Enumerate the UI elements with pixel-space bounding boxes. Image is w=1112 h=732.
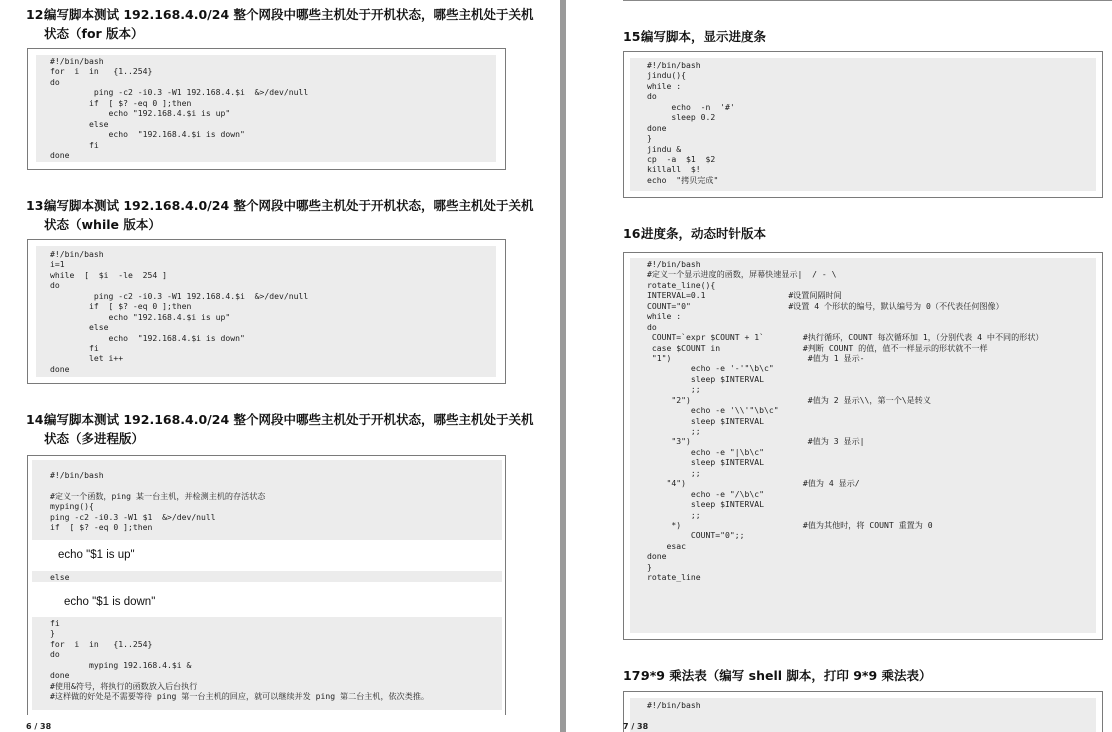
code-block-16 [623,252,1103,640]
code-line: ping -c2 -i0.3 -W1 $1 &>/dev/null [50,511,216,522]
code-line: *) #值为其他时，将 COUNT 重置为 0 [647,519,933,530]
code-line: else [50,118,109,129]
code-line: done [647,122,667,133]
code-line: killall $! [647,164,701,175]
code-line: #使用&符号，将执行的函数放入后台执行 [50,680,198,691]
code-line: echo "192.168.4.$i is up" [50,108,231,119]
code-line: rotate_line [647,572,701,583]
code-line: "2") #值为 2 显示\\，第一个\是转义 [647,394,931,405]
code-line: while [ $i -le 254 ] [50,269,167,280]
code-line: sleep $INTERVAL [647,457,764,468]
code-line: while : [647,80,682,91]
code-line: do [647,321,657,332]
code-line: ping -c2 -i0.3 -W1 192.168.4.$i &>/dev/null [50,87,309,98]
code-line: sleep $INTERVAL [647,415,764,426]
code-line: #!/bin/bash [647,60,701,70]
section-16-heading [623,224,766,243]
code-line: #!/bin/bash [50,249,104,259]
code-line: else [50,322,109,333]
code-text [647,60,735,185]
section-15-heading [623,27,766,46]
section-14-heading [26,410,546,448]
code-line: #!/bin/bash [50,470,104,480]
code-line: sleep $INTERVAL [647,499,764,510]
section-number: 14. [26,412,49,427]
code-line: done [647,551,667,562]
code-line: myping 192.168.4.$i & [50,659,192,670]
code-line: #定义一个显示进度的函数，屏幕快速显示| / - \ [647,269,837,280]
heading-line: 编写脚本测试 192.168.4.0/24 整个网段中哪些主机处于开机状态，哪些主机处于关机 [44,7,534,22]
code-line: fi [50,618,60,628]
code-line: jindu & [647,143,682,154]
code-line: echo "拷贝完成" [647,174,719,185]
code-text [50,56,308,160]
code-line: INTERVAL=0.1 #设置间隔时间 [647,290,842,301]
section-number: 16. [623,226,646,241]
code-line: do [50,649,60,660]
section-17-heading [623,666,932,685]
heading-line: 状态（多进程版） [44,431,145,446]
code-text [50,470,265,533]
code-line: #!/bin/bash [50,56,104,66]
code-line: do [647,91,657,102]
code-text [647,259,1044,583]
code-line: esac [647,540,686,551]
code-line: cp -a $1 $2 [647,153,716,164]
code-line: fi [50,139,99,150]
code-line: echo -e '-'"\b\c" [647,363,774,374]
code-line: if [ $? -eq 0 ];then [50,97,192,108]
code-text [50,249,308,374]
heading-line: 进度条，动态时针版本 [641,226,767,241]
code-line: } [647,133,652,144]
section-13-heading [26,196,546,234]
code-line: COUNT=`expr $COUNT + 1` #执行循环，COUNT 每次循环加 1，（分别代表 4 中不同的形状） [647,332,1044,343]
page-number: 6 / 38 [26,722,52,731]
code-line: "1") #值为 1 显示- [647,352,865,363]
code-line [50,480,265,490]
section-12-heading [26,5,546,43]
code-line: sleep 0.2 [647,112,716,123]
section-number: 15. [623,29,646,44]
code-line: i=1 [50,259,65,270]
code-line: ;; [647,426,701,436]
code-line: echo -n '#' [647,101,735,112]
code-block-15 [623,51,1103,198]
code-line: #!/bin/bash [647,700,701,710]
code-line: echo "192.168.4.$i is up" [50,311,231,322]
heading-line: 9*9 乘法表（编写 shell 脚本，打印 9*9 乘法表） [641,668,932,683]
code-line: while : [647,311,682,322]
code-line: } [647,561,652,572]
code-line: echo "192.168.4.$i is down" [50,332,245,343]
code-line: do [50,76,60,87]
code-line: ;; [647,467,701,478]
code-line-echo-up: echo "$1 is up" [58,549,135,561]
code-line: rotate_line(){ [647,279,716,290]
code-line: ping -c2 -i0.3 -W1 192.168.4.$i &>/dev/null [50,290,309,301]
code-line-echo-down: echo "$1 is down" [64,596,156,608]
code-line: #这样做的好处是不需要等待 ping 第一台主机的回应，就可以继续并发 ping 第二台主机，依次类推。 [50,691,430,702]
code-line: myping(){ [50,501,94,512]
code-line: "4") #值为 4 显示/ [647,478,860,489]
code-block-17 [623,691,1103,732]
section-number: 13. [26,198,49,213]
heading-line: 编写脚本，显示进度条 [641,29,767,44]
heading-line: 编写脚本测试 192.168.4.0/24 整个网段中哪些主机处于开机状态，哪些主机处于关机 [44,412,534,427]
code-line: COUNT="0" #设置 4 个形状的编号，默认编号为 0（不代表任何图像） [647,300,1004,311]
code-line: echo -e "|\b\c" [647,446,764,457]
code-block-13 [27,239,506,384]
code-line: case $COUNT in #判断 COUNT 的值，值不一样显示的形状就不一样 [647,342,988,353]
code-line: echo -e "/\b\c" [647,488,764,499]
code-line: } [50,628,55,639]
code-line: do [50,280,60,291]
code-line: ;; [647,509,701,520]
code-line: COUNT="0";; [647,530,745,541]
heading-line: 状态（for 版本） [44,26,144,41]
code-text [50,618,429,702]
code-line: let i++ [50,353,124,364]
code-line: for i in {1..254} [50,638,153,649]
code-line: if [ $? -eq 0 ];then [50,301,192,312]
code-line: fi [50,342,99,353]
code-line: sleep $INTERVAL [647,373,764,384]
code-line: echo -e '\\'"\b\c" [647,405,779,416]
heading-line: 状态（while 版本） [44,217,161,232]
code-line: done [50,149,70,160]
code-line: ;; [647,384,701,395]
code-text [647,700,701,710]
code-line: if [ $? -eq 0 ];then [50,522,153,533]
code-line-else: else [50,572,70,582]
heading-line: 编写脚本测试 192.168.4.0/24 整个网段中哪些主机处于开机状态，哪些主机处于关机 [44,198,534,213]
code-line: for i in {1..254} [50,66,153,77]
code-block-12 [27,48,506,170]
code-block-14 [27,455,506,715]
code-line: echo "192.168.4.$i is down" [50,129,245,140]
page-number: 7 / 38 [623,722,649,731]
code-line: "3") #值为 3 显示| [647,436,865,447]
code-line: #!/bin/bash [647,259,701,269]
code-line: jindu(){ [647,70,686,81]
code-line: #定义一个函数，ping 某一台主机，并检测主机的存活状态 [50,490,266,501]
document-page-right [566,0,1112,732]
code-line: done [50,363,70,374]
code-line: done [50,670,70,681]
section-number: 12. [26,7,49,22]
section-number: 17. [623,668,646,683]
